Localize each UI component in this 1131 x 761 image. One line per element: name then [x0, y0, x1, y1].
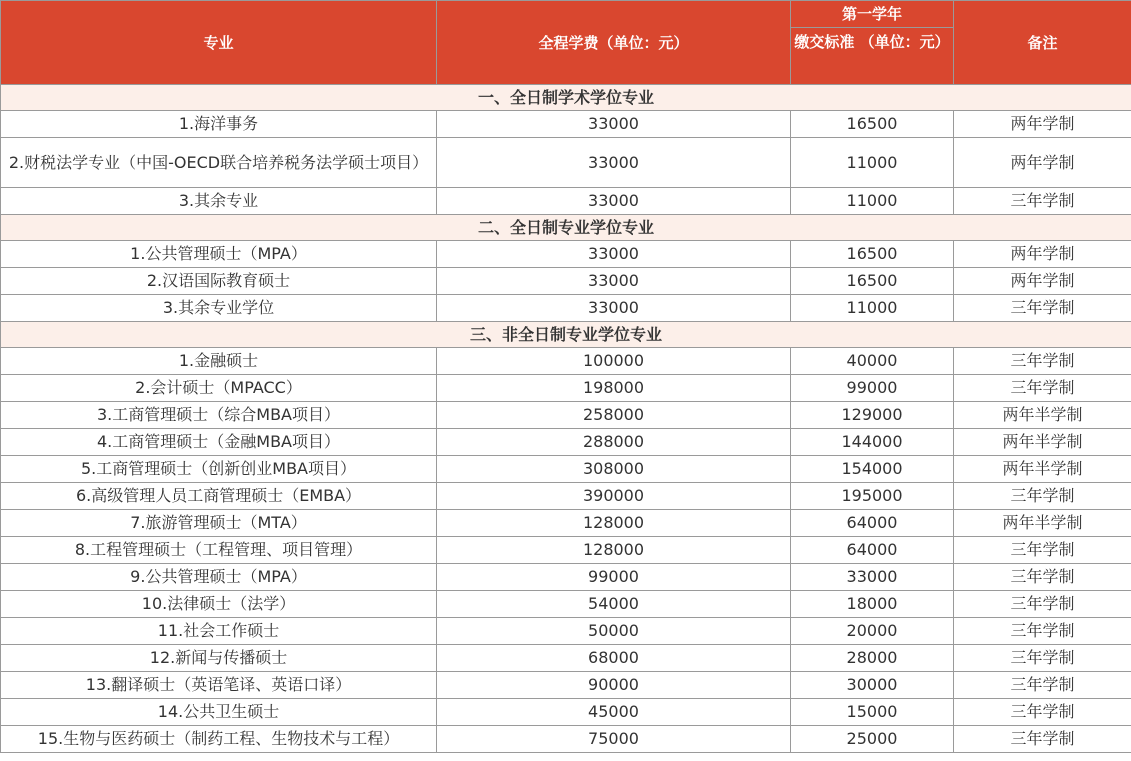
first-year-cell: 20000 [791, 618, 954, 645]
first-year-cell: 28000 [791, 645, 954, 672]
header-note: 备注 [954, 1, 1131, 85]
major-cell: 1.金融硕士 [1, 348, 437, 375]
note-cell: 两年学制 [954, 111, 1131, 138]
total-tuition-cell: 100000 [437, 348, 791, 375]
table-row [1, 348, 1131, 375]
table-row [1, 138, 1131, 188]
major-cell: 5.工商管理硕士（创新创业MBA项目） [1, 456, 437, 483]
total-tuition-cell: 33000 [437, 111, 791, 138]
total-tuition-cell: 33000 [437, 295, 791, 322]
table-row [1, 111, 1131, 138]
note-cell: 两年学制 [954, 241, 1131, 268]
header-major: 专业 [1, 1, 437, 85]
header-first-year: 第一学年 [791, 1, 954, 28]
note-cell: 三年学制 [954, 726, 1131, 753]
major-cell: 2.汉语国际教育硕士 [1, 268, 437, 295]
first-year-cell: 11000 [791, 295, 954, 322]
total-tuition-cell: 308000 [437, 456, 791, 483]
header-payment-standard: 缴交标准 （单位：元） [791, 28, 954, 85]
table-header [1, 1, 1131, 85]
first-year-cell: 154000 [791, 456, 954, 483]
note-cell: 三年学制 [954, 672, 1131, 699]
total-tuition-cell: 258000 [437, 402, 791, 429]
first-year-cell: 40000 [791, 348, 954, 375]
major-cell: 2.财税法学专业（中国-OECD联合培养税务法学硕士项目） [1, 138, 437, 188]
total-tuition-cell: 128000 [437, 510, 791, 537]
major-cell: 1.公共管理硕士（MPA） [1, 241, 437, 268]
major-cell: 4.工商管理硕士（金融MBA项目） [1, 429, 437, 456]
total-tuition-cell: 33000 [437, 241, 791, 268]
note-cell: 两年学制 [954, 268, 1131, 295]
table-row [1, 188, 1131, 215]
first-year-cell: 144000 [791, 429, 954, 456]
major-cell: 3.其余专业学位 [1, 295, 437, 322]
total-tuition-cell: 68000 [437, 645, 791, 672]
first-year-cell: 16500 [791, 241, 954, 268]
table-row [1, 241, 1131, 268]
first-year-cell: 99000 [791, 375, 954, 402]
table-row [1, 537, 1131, 564]
table-row [1, 726, 1131, 753]
table-row [1, 699, 1131, 726]
note-cell: 两年半学制 [954, 456, 1131, 483]
total-tuition-cell: 50000 [437, 618, 791, 645]
table-row [1, 672, 1131, 699]
table-row [1, 375, 1131, 402]
major-cell: 14.公共卫生硕士 [1, 699, 437, 726]
total-tuition-cell: 128000 [437, 537, 791, 564]
table-row [1, 645, 1131, 672]
major-cell: 8.工程管理硕士（工程管理、项目管理） [1, 537, 437, 564]
first-year-cell: 18000 [791, 591, 954, 618]
major-cell: 3.工商管理硕士（综合MBA项目） [1, 402, 437, 429]
first-year-cell: 25000 [791, 726, 954, 753]
major-cell: 15.生物与医药硕士（制药工程、生物技术与工程） [1, 726, 437, 753]
first-year-cell: 11000 [791, 138, 954, 188]
major-cell: 12.新闻与传播硕士 [1, 645, 437, 672]
first-year-cell: 11000 [791, 188, 954, 215]
note-cell: 三年学制 [954, 618, 1131, 645]
total-tuition-cell: 198000 [437, 375, 791, 402]
note-cell: 三年学制 [954, 348, 1131, 375]
table-row [1, 429, 1131, 456]
section-row [1, 85, 1131, 111]
first-year-cell: 30000 [791, 672, 954, 699]
table-body [1, 85, 1131, 753]
major-cell: 3.其余专业 [1, 188, 437, 215]
section-title: 二、全日制专业学位专业 [1, 215, 1131, 241]
total-tuition-cell: 54000 [437, 591, 791, 618]
table-row [1, 618, 1131, 645]
total-tuition-cell: 75000 [437, 726, 791, 753]
note-cell: 两年学制 [954, 138, 1131, 188]
first-year-cell: 64000 [791, 510, 954, 537]
total-tuition-cell: 45000 [437, 699, 791, 726]
total-tuition-cell: 33000 [437, 268, 791, 295]
first-year-cell: 129000 [791, 402, 954, 429]
table-row [1, 402, 1131, 429]
table-row [1, 564, 1131, 591]
table-row [1, 456, 1131, 483]
first-year-cell: 33000 [791, 564, 954, 591]
note-cell: 三年学制 [954, 537, 1131, 564]
note-cell: 三年学制 [954, 699, 1131, 726]
major-cell: 7.旅游管理硕士（MTA） [1, 510, 437, 537]
note-cell: 三年学制 [954, 375, 1131, 402]
note-cell: 两年半学制 [954, 429, 1131, 456]
first-year-cell: 64000 [791, 537, 954, 564]
section-row [1, 215, 1131, 241]
note-cell: 三年学制 [954, 591, 1131, 618]
total-tuition-cell: 33000 [437, 138, 791, 188]
section-row [1, 322, 1131, 348]
section-title: 一、全日制学术学位专业 [1, 85, 1131, 111]
major-cell: 9.公共管理硕士（MPA） [1, 564, 437, 591]
note-cell: 两年半学制 [954, 510, 1131, 537]
table-row [1, 295, 1131, 322]
major-cell: 13.翻译硕士（英语笔译、英语口译） [1, 672, 437, 699]
major-cell: 1.海洋事务 [1, 111, 437, 138]
first-year-cell: 15000 [791, 699, 954, 726]
major-cell: 2.会计硕士（MPACC） [1, 375, 437, 402]
note-cell: 两年半学制 [954, 402, 1131, 429]
header-total-tuition: 全程学费（单位：元） [437, 1, 791, 85]
total-tuition-cell: 33000 [437, 188, 791, 215]
total-tuition-cell: 390000 [437, 483, 791, 510]
section-title: 三、非全日制专业学位专业 [1, 322, 1131, 348]
first-year-cell: 16500 [791, 268, 954, 295]
major-cell: 6.高级管理人员工商管理硕士（EMBA） [1, 483, 437, 510]
major-cell: 10.法律硕士（法学） [1, 591, 437, 618]
note-cell: 三年学制 [954, 188, 1131, 215]
table-row [1, 591, 1131, 618]
total-tuition-cell: 288000 [437, 429, 791, 456]
table-row [1, 510, 1131, 537]
total-tuition-cell: 90000 [437, 672, 791, 699]
first-year-cell: 195000 [791, 483, 954, 510]
note-cell: 三年学制 [954, 564, 1131, 591]
note-cell: 三年学制 [954, 295, 1131, 322]
total-tuition-cell: 99000 [437, 564, 791, 591]
major-cell: 11.社会工作硕士 [1, 618, 437, 645]
table-row [1, 483, 1131, 510]
note-cell: 三年学制 [954, 483, 1131, 510]
note-cell: 三年学制 [954, 645, 1131, 672]
first-year-cell: 16500 [791, 111, 954, 138]
table-row [1, 268, 1131, 295]
